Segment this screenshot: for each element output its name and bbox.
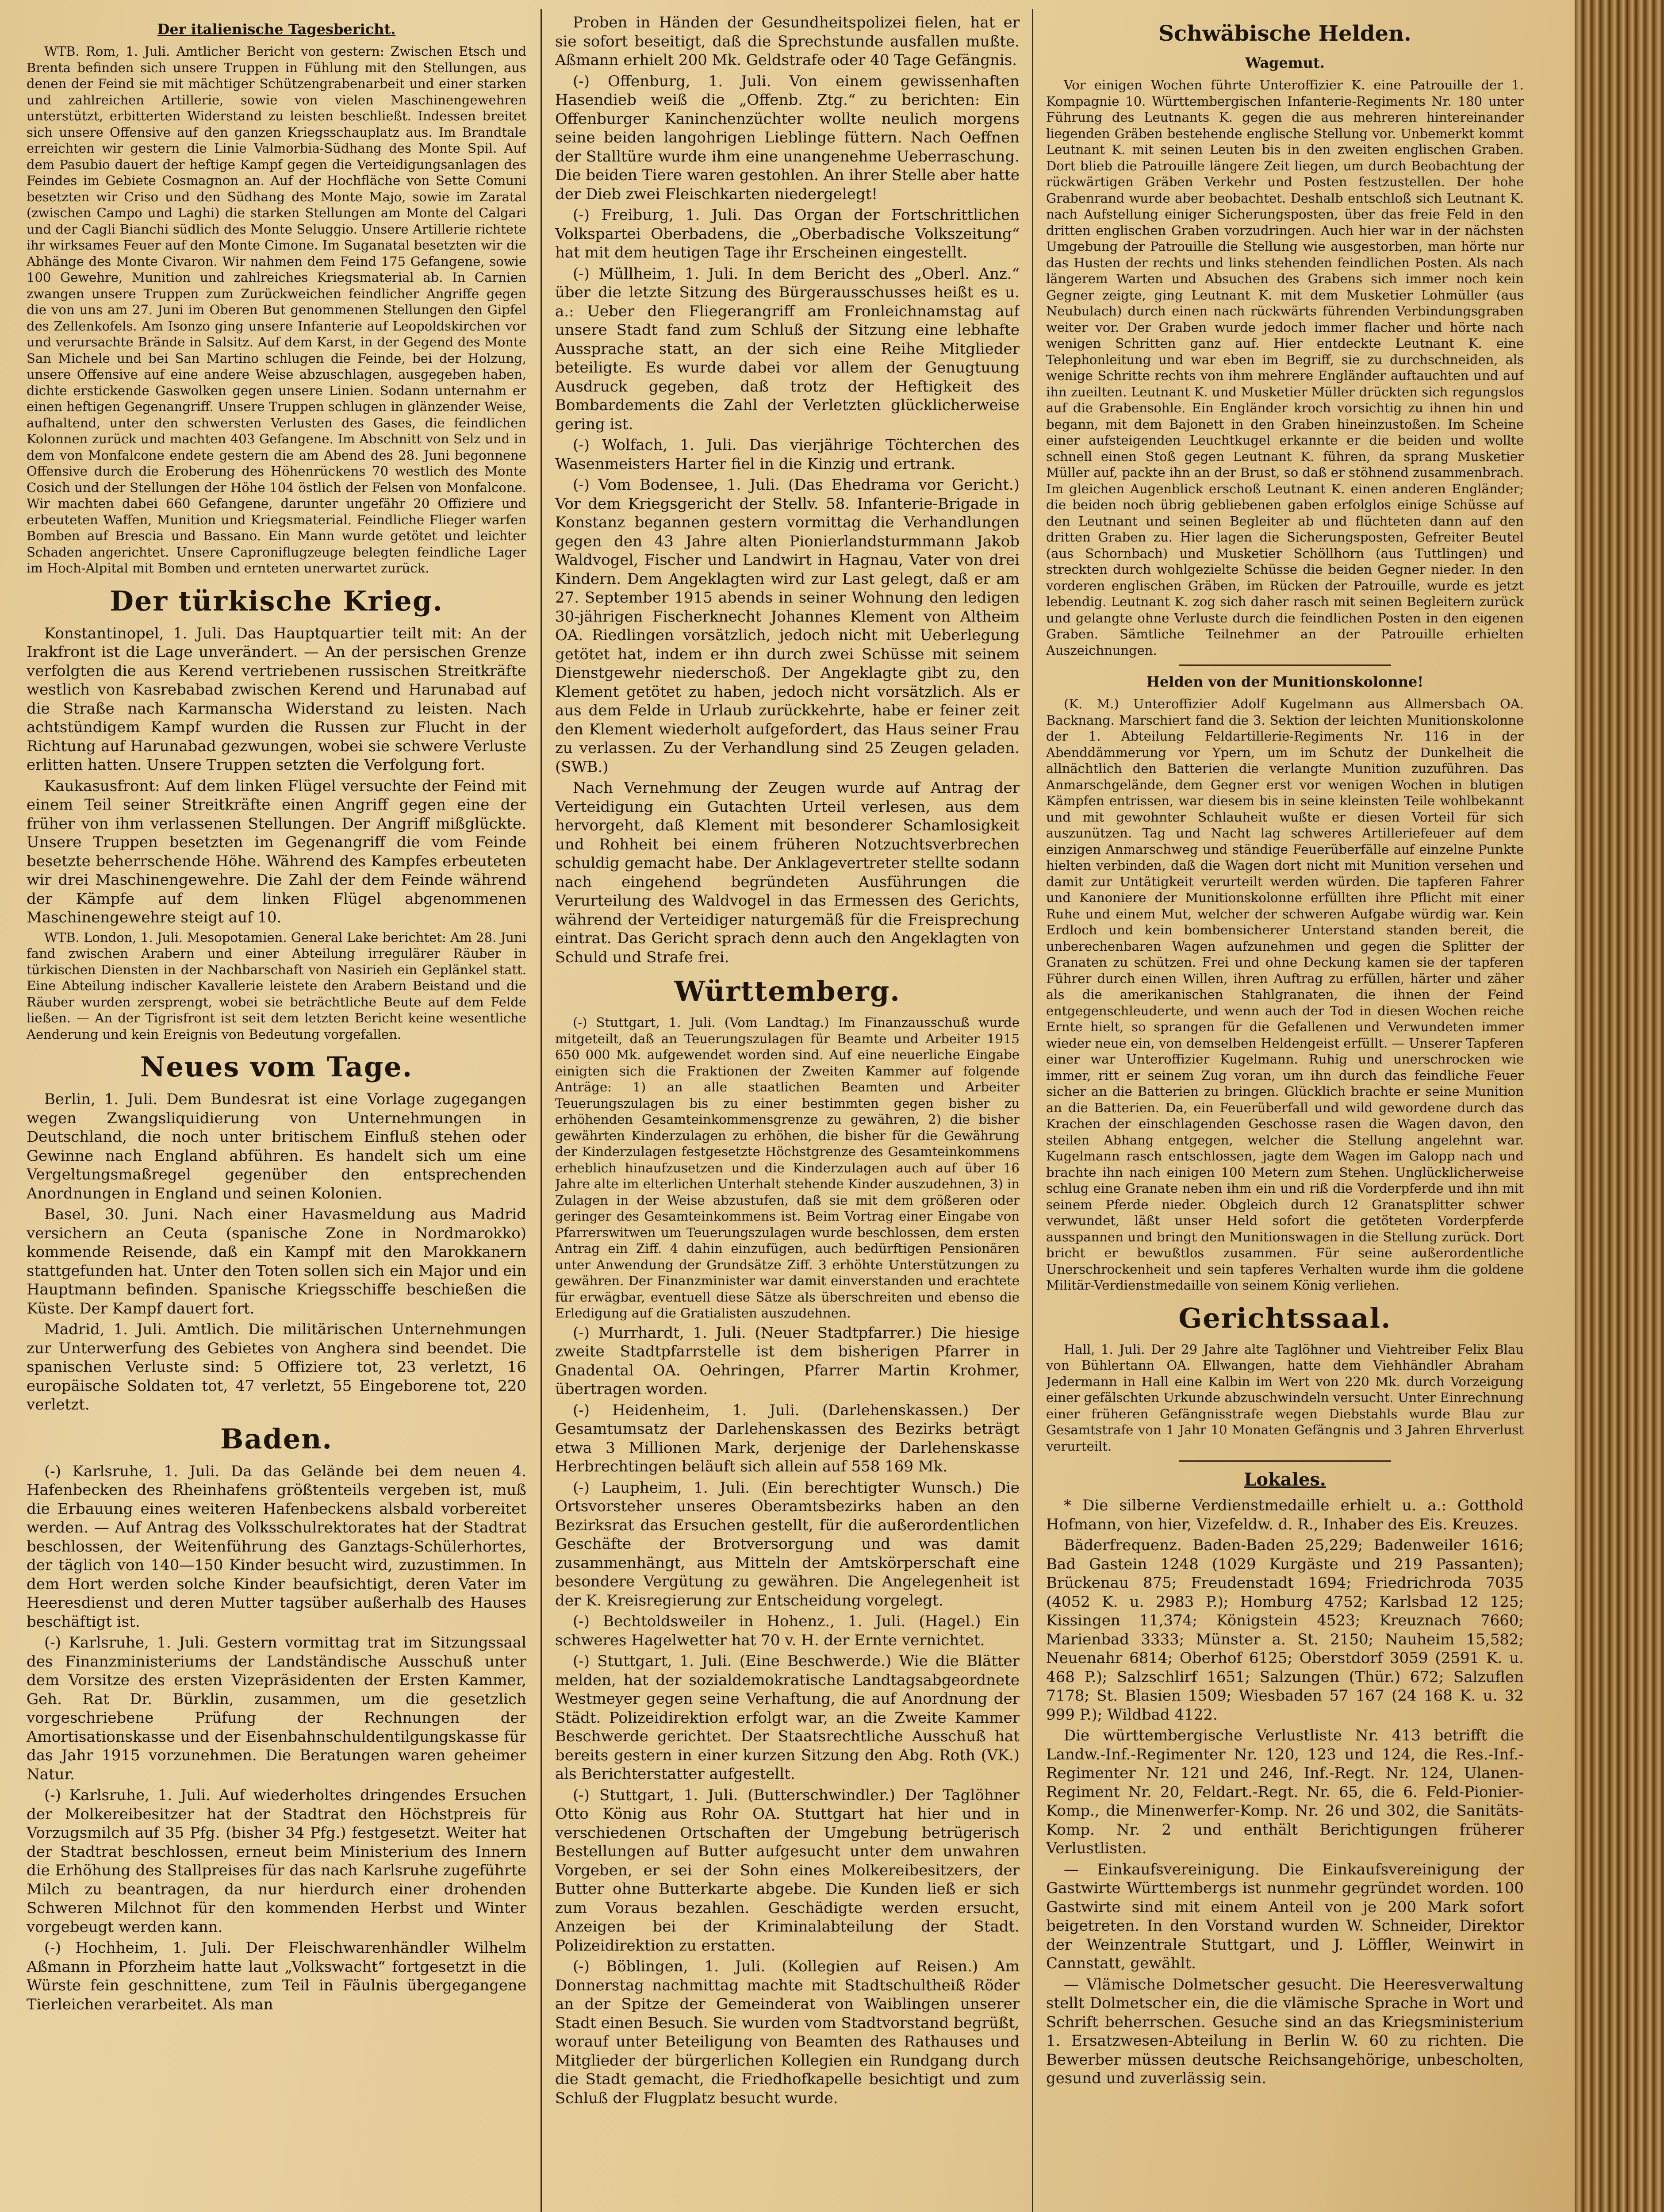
headline-baden: Baden. — [220, 1422, 333, 1455]
article-courtroom: Hall, 1. Juli. Der 29 Jahre alte Taglöhner und Viehtreiber Felix Blau von Bühlertann OA. Ellwangen, hatte dem Viehhändler Abraham Jedermann in Hall eine Kalbin im Wert von 220 Mk. durch Vorzeigung einer gefälschten Urkunde abzuschwindeln versucht. Unter Einrechnung einer früheren Gefängnisstrafe wegen Diebstahls wurde Blau zur Gesamtstrafe von 1 Jahr 10 Monaten Gefängnis und 3 Jahren Ehrverlust verurteilt. — [1046, 1341, 1524, 1454]
divider — [1179, 664, 1391, 666]
article-italian-report: WTB. Rom, 1. Juli. Amtlicher Bericht von gestern: Zwischen Etsch und Brenta befinden sich unsere Truppen in Fühlung mit den Stellungen, aus denen der Feind sie mit mächtiger Schützengrabenarbeit und einer starken und zahlreichen Artillerie, sowie von vielen Maschinengewehren unterstützt, erbitterten Widerstand zu leisten beschließt. Indessen breitet sich unsere Offensive auf den ganzen Kriegsschauplatz aus. Im Brandtale erreichten wir gestern die Linie Valmorbia-Südhang des Monte Spil. Auf dem Pasubio dauert der heftige Kampf gegen die Verteidigungsanlagen des Feindes im Gebiete Cosmagnon an. Auf der Hochfläche von Sette Comuni besetzten wir Criso und den Südhang des Monte Majo, sowie im Zaratal (zwischen Campo und Laghi) die starken Stellungen am Monte del Calgari und der Cagli Bianchi südlich des Monte Seluggio. Unsere Artillerie richtete ihr wirksames Feuer auf den Monte Cimone. Im Suganatal besetzten wir die Abhänge des Monte Civaron. Wir nahmen dem Feind 175 Gefangene, sowie 100 Gewehre, Munition und zahlreiches Kriegsmaterial ab. In Carnien zwangen unsere Truppen zum Zurückweichen feindlicher Angriffe gegen die von uns am 27. Juni im Oberen But genommenen Stellungen den Gipfel des Zellenkofels. Am Isonzo ging unsere Infanterie auf Leopoldskirchen vor und verursachte Brände in Salsitz. Auf dem Karst, in der Gegend des Monte San Michele und bei San Martino schlugen die Feinde, bei der Holzung, unsere Offensive auf eine andere Weise abzuschlagen, ausgegeben haben, dichte erstickende Gaswolken gegen unsere Linien. Sodann unternahm er einen heftigen Gegenangriff. Unsere Truppen schlugen in glänzender Weise, aufhaltend, unter den schwersten Verlusten des Gases, die feindlichen Kolonnen zurück und machten 403 Gefangene. Im Abschnitt von Selz und in dem von Monfalcone endete gestern die am Abend des 28. Juni begonnene Offensive durch die Eroberung des Höhenrückens 70 westlich des Monte Cosich und der Stellungen der Höhe 104 östlich der Felsen von Monfalcone. Wir machten dabei 660 Gefangene, darunter ungefähr 20 Offiziere und erbeuteten Waffen, Munition und Kriegsmaterial. Feindliche Flieger warfen Bomben auf Brescia und Bassano. Ein Mann wurde getötet und leichter Schaden angerichtet. Unsere Caproniflugzeuge belegten feindliche Lager im Hoch-Alpital mit Bomben und ernteten unerwartet zurück. — [27, 44, 526, 576]
divider — [1179, 1460, 1391, 1462]
article-bodensee-2: Nach Vernehmung der Zeugen wurde auf Antrag der Verteidigung ein Gutachten Urteil verlesen, aus dem hervorgeht, daß Klement mit besonderer Schamlosigkeit und Rohheit bei einem früheren Notzuchtsverbrechen schuldig gemacht habe. Der Anklagevertreter stellte sodann nach eingehend begründeten Ausführungen die Verurteilung des Waldvogel in das Ermessen des Gerichts, während der Verteidiger naturgemäß für die Freisprechung eintrat. Das Gericht sprach denn auch den Angeklagten von Schuld und Strafe frei. — [555, 779, 1020, 966]
article-news-3: Madrid, 1. Juli. Amtlich. Die militärischen Unternehmungen zur Unterwerfung des Gebietes von Anghera sind beendet. Die spanischen Verluste sind: 5 Offiziere tot, 23 verletzt, 16 europäische Soldaten tot, 47 verletzt, 55 Eingeborene tot, 220 verletzt. — [27, 1321, 526, 1413]
article-wolfach: (-) Wolfach, 1. Juli. Das vierjährige Töchterchen des Wasenmeisters Harter fiel in die Kinzig und ertrank. — [555, 436, 1020, 473]
book-page-edges — [1575, 0, 1664, 2212]
column-rule-1 — [541, 9, 542, 2212]
article-baden-3: (-) Karlsruhe, 1. Juli. Auf wiederholtes dringendes Ersuchen der Molkereibesitzer hat der Stadtrat den Höchstpreis für Vorzugsmilch auf 35 Pfg. (bisher 34 Pfg.) festgesetzt. Weiter hat der Stadtrat beschlossen, erneut beim Ministerium des Innern die Erhöhung des Stallpreises für das nach Karlsruhe zugeführte Milch zu beantragen, da nur hierdurch einer drohenden Schweren Milchnot für den kommenden Herbst und Winter vorgebeugt werden kann. — [27, 1786, 526, 1936]
article-turkish-1: Konstantinopel, 1. Juli. Das Hauptquartier teilt mit: An der Irakfront ist die Lage unverändert. — An der persischen Grenze verfolgten die aus Kerend vertriebenen russischen Streitkräfte westlich von Kasrebabad zwischen Kerend und Harunabad auf die Straße nach Karmanscha Widerstand zu leisten. Nach achtstündigem Kampf wurden die Russen zur Flucht in der Richtung auf Harunabad gezwungen, wobei sie schwere Verluste erlitten hatten. Unsere Truppen setzten die Verfolgung fort. — [27, 624, 526, 774]
headline-wuerttemberg: Württemberg. — [674, 975, 901, 1007]
headline-turkish-war: Der türkische Krieg. — [110, 584, 443, 617]
column-3 — [1046, 13, 1524, 2212]
article-stuttgart-landtag: (-) Stuttgart, 1. Juli. (Vom Landtag.) Im Finanzausschuß wurde mitgeteilt, daß an Teuerungszulagen für Beamte und Arbeiter 1915 650 000 Mk. aufgewendet worden sind. Auf eine neuerliche Eingabe einigten sich die Fraktionen der Zweiten Kammer auf folgende Anträge: 1) an alle staatlichen Beamten und Arbeiter Teuerungszulagen bis zu einer bestimmten gegen bisher zu erhöhenden Gesamteinkommensgrenze zu gewähren, 2) die bisher gewährten Kinderzulagen zu erhöhen, die bisher für die Gewährung der Kinderzulagen festgesetzte Höchstgrenze des Gesamteinkommens erheblich hinaufzusetzen und die Kinderzulagen auch auf über 16 Jahre alte im elterlichen Unterhalt stehende Kinder auszudehnen, 3) in Zulagen in der Weise abzustufen, daß sie mit dem größeren oder geringer des Gesamteinkommens ist. Beim Vortrag einer Eingabe von Pfarrerswitwen um Teuerungszulagen wurde beschlossen, dem ersten Antrag ein Ziff. 4 dahin einzufügen, auch bedürftigen Pensionären unter Anwendung der Grundsätze Ziff. 3 erhöhte Unterstützungen zu gewähren. Der Finanzminister war damit einverstanden und erachtete für erwägbar, eventuell diese Sätze als überschreiten und ebenso die Erledigung auf die Gratialisten auszudehnen. — [555, 1015, 1020, 1321]
article-offenburg: (-) Offenburg, 1. Juli. Von einem gewissenhaften Hasendieb weiß die „Offenb. Ztg.“ zu berichten: Ein Offenburger Kaninchenzüchter wollte neulich morgens seine beiden langohrigen Lieblinge füttern. Nach Oeffnen der Stalltüre wurde ihm eine unangenehme Ueberraschung. Die beiden Tiere waren gestohlen. An ihrer Stelle aber hatte der Dieb zwei Fleischkarten niedergelegt! — [555, 72, 1020, 203]
article-muellheim: (-) Müllheim, 1. Juli. In dem Bericht des „Oberl. Anz.“ über die letzte Sitzung des Bürgerausschusses heißt es u. a.: Ueber den Fliegerangriff am Fronleichnamstag auf unsere Stadt fand zum Schluß der Sitzung eine lebhafte Aussprache statt, an der sich eine Reihe Mitglieder beteiligte. Es wurde dabei vor allem der Genugtuung Ausdruck gegeben, daß trotz der Heftigkeit des Bombardements die Zahl der Verletzten glücklicherweise gering ist. — [555, 265, 1020, 433]
article-swabian-heroes-1: Vor einigen Wochen führte Unteroffizier K. eine Patrouille der 1. Kompagnie 10. Württembergischen Infanterie-Regiments Nr. 180 unter Führung des Leutnants K. gegen die aus mehreren hintereinander liegenden Gräben bestehende englische Stellung vor. Unbemerkt kommt Leutnant K. mit seinen Leuten bis in den zweiten englischen Graben. Dort blieb die Patrouille längere Zeit liegen, um durch Beobachtung der rückwärtigen Gräben Verkehr und Posten festzustellen. Der hohe Grabenrand wurde aber beobachtet. Deshalb entschloß sich Leutnant K. nach Aufstellung einiger Sicherungsposten, über das freie Feld in den dritten englischen Graben vorzudringen. Auch hier war in der nächsten Umgebung der Patrouille die Stellung wie ausgestorben, man hörte nur das Husten der rechts und links stehenden feindlichen Posten. Als nach längerem Warten und Absuchen des Grabens sich immer noch kein Gegner zeigte, ging Leutnant K. mit dem Musketier Lohmüller (aus Neubulach) durch einen nach rückwärts führenden Verbindungsgraben weiter vor. Der Graben wurde jedoch immer flacher und hörte nach wenigen Schritten ganz auf. Hier entdeckte Leutnant K. eine Telephonleitung und war eben im Begriff, sie zu durchschneiden, als wenige Schritte rechts von ihm mehrere Engländer auftauchten und auf ihn zueilten. Leutnant K. und Musketier Müller drückten sich regungslos auf die Grabensohle. Ein Engländer kroch vorsichtig zu ihnen hin und begann, mit dem Bajonett in den Graben hineinzustoßen. Im Scheine einer aufsteigenden Leuchtkugel erkannte er die beiden und wollte schnell einen Stoß gegen Leutnant K. führen, da sprang Musketier Müller auf, packte ihn an der Brust, so daß er stöhnend zusammenbrach. Im gleichen Augenblick erschoß Leutnant K. einen anderen Engländer; die beiden noch übrig gebliebenen gaben erfolglos einige Schüsse auf den Leutnant und seinen Begleiter ab und flüchteten dann auf den dritten Graben zu. Hier lagen die Sicherungsposten, Gefreiter Beutel (aus Schornbach) und Musketier Schöllhorn (aus Tuttlingen) und streckten durch wohlgezielte Schüsse die beiden Gegner nieder. In den vorderen englischen Gräben, im Rücken der Patrouille, wurde es jetzt lebendig. Leutnant K. zog sich daher rasch mit seinen Begleitern zurück und gelangte ohne Verluste durch die feindlichen Posten in den eigenen Graben. Sämtliche Teilnehmer an der Patrouille erhielten Auszeichnungen. — [1046, 77, 1524, 658]
column-2 — [555, 13, 1020, 2212]
article-laupheim: (-) Laupheim, 1. Juli. (Ein berechtigter Wunsch.) Die Ortsvorsteher unseres Oberamtsbezirks haben an den Bezirksrat das Ersuchen gestellt, für die außerordentlichen Geschäfte der Brotversorgung und was damit zusammenhängt, aus Mitteln der Amtskörperschaft eine besondere Vergütung zu gewähren. Die Angelegenheit ist der K. Kreisregierung zur Entscheidung vorgelegt. — [555, 1479, 1020, 1609]
article-turkish-3: WTB. London, 1. Juli. Mesopotamien. General Lake berichtet: Am 28. Juni fand zwischen Arabern und einer Abteilung irregulärer Räuber in türkischen Diensten in der Nachbarschaft von Nasirieh ein Geplänkel statt. Eine Abteilung indischer Kavallerie leistete den Arabern Beistand und die Räuber wurden zersprengt, wobei sie beträchtliche Beute auf dem Felde ließen. — An der Tigrisfront ist seit dem letzten Bericht keine wesentliche Aenderung und kein Ereignis von Bedeutung vorgefallen. — [27, 929, 526, 1042]
article-continuation: Proben in Händen der Gesundheitspolizei fielen, hat er sie sofort beseitigt, daß die Sprechstunde ausfallen mußte. Aßmann erhielt 200 Mk. Geldstrafe oder 40 Tage Gefängnis. — [555, 14, 1020, 69]
article-heidenheim: (-) Heidenheim, 1. Juli. (Darlehenskassen.) Der Gesamtumsatz der Darlehenskassen des Bezirks beträgt etwa 3 Millionen Mark, derjenige der Darlehenskasse Herbrechtingen beläuft sich allein auf 558 169 Mk. — [555, 1401, 1020, 1475]
article-murrhardt: (-) Murrhardt, 1. Juli. (Neuer Stadtpfarrer.) Die hiesige zweite Stadtpfarrstelle ist dem bisherigen Pfarrer in Gnadental OA. Oehringen, Pfarrer Martin Krohmer, übertragen worden. — [555, 1324, 1020, 1398]
article-swabian-heroes-2: (K. M.) Unteroffizier Adolf Kugelmann aus Allmersbach OA. Backnang. Marschiert fand die 3. Sektion der leichten Munitionskolonne der 1. Abteilung Feldartillerie-Regiments Nr. 116 in der Abenddämmerung vor Ypern, um im Schutz der Dunkelheit die allnächtlich den Batterien die verlangte Munition zuzuführen. Das Anmarschgelände, dem Gegner erst vor wenigen Wochen in blutigen Kämpfen entrissen, war diesem bis in seine kleinsten Teile wohlbekannt und mit gewohnter Schlauheit wußte er diesen Vorteil für sich auszunützen. Tag und Nacht lag schweres Artilleriefeuer auf dem einzigen Anmarschweg und ständige Feuerüberfälle auf einzelne Punkte hielten verbinden, daß die Wagen dort nicht mit Munition versehen und damit zur Untätigkeit verurteilt werden würden. Die tapferen Fahrer und Kanoniere der Munitionskolonne erfüllten ihre Pflicht mit einer Ruhe und einem Mut, welcher der schweren Aufgabe würdig war. Kein Erdloch und kein bombensicherer Unterstand standen bereit, die unberechenbaren Wagen aufzunehmen und gegen die Splitter der Granaten zu schützen. Frei und ohne Deckung kamen sie der tapferen Führer durch einen Willen, ihren Auftrag zu erfüllen, härter und zäher als die amerikanischen Stahlgranaten, die ihnen der Feind entgegenschleuderte, und wenn auch der Tod in diesen Wochen reiche Ernte hielt, so sprangen für die Gefallenen und Verwundeten immer wieder neue ein, von demselben Heldengeist erfüllt. — Unserer Tapferen einer war Unteroffizier Kugelmann. Ruhig und unerschrocken wie immer, ritt er seinem Zug voran, um ihn durch das feindliche Feuer sicher an die Batterien zu bringen. Glücklich brachte er seine Munition an die Batterien. Da, ein Feuerüberfall und wild gewordene durch das Krachen der einschlagenden Geschosse rasen die Wagen davon, den steilen Abhang entgegen, welcher die Stellung angelehnt war. Kugelmann rasch entschlossen, jagte dem Wagen im Galopp nach und brachte ihn nach einigen 100 Metern zum Stehen. Unglücklicherweise schlug eine Granate neben ihm ein und riß die Vorderpferde und ihn mit seinem Pferde nieder. Obgleich durch 12 Granatsplitter schwer verwundet, läßt unser Held sofort die getöteten Vorderpferde ausspannen und bringt den Munitionswagen in die Stellung zurück. Dort bricht er bewußtlos zusammen. Für seine außerordentliche Unerschrockenheit und sein tapferes Verhalten wurde ihm die goldene Militär-Verdienstmedaille von seinem König verliehen. — [1046, 696, 1524, 1293]
article-boeblingen: (-) Böblingen, 1. Juli. (Kollegien auf Reisen.) Am Donnerstag nachmittag machte mit Stadtschultheiß Röder an der Spitze der Gemeinderat von Waiblingen unserer Stadt einen Besuch. Sie wurden vom Stadtvorstand begrüßt, worauf unter Beteiligung von Beamten des Rathauses und Mitglieder der bürgerlichen Kollegien ein Rundgang durch die Stadt gemacht, die Friedhofkapelle besichtigt und zum Schluß der Flugplatz besucht wurde. — [555, 1958, 1020, 2107]
headline-swabian-heroes: Schwäbische Helden. — [1158, 21, 1411, 46]
article-stuttgart-butter: (-) Stuttgart, 1. Juli. (Butterschwindler.) Der Taglöhner Otto König aus Rohr OA. Stuttgart hat hier und in verschiedenen Ortschaften der Umgebung betrügerisch Bestellungen auf Butter aufgesucht unter dem unwahren Vorgeben, er sei der Sohn eines Molkereibesitzers, der Butter ohne Butterkarte abgebe. Die Kunden ließ er sich zum Voraus bezahlen. Geschädigte werden ersucht, Anzeigen bei der Kriminalabteilung der Stadt. Polizeidirektion zu erstatten. — [555, 1786, 1020, 1955]
article-local-interpreters: — Vlämische Dolmetscher gesucht. Die Heeresverwaltung stellt Dolmetscher ein, die die vlämische Sprache in Wort und Schrift beherrschen. Gesuche sind an das Kriegsministerium 1. Ersatzwesen-Abteilung in Berlin W. 60 zu richten. Die Bewerber müssen deutsche Reichsangehörige, unbescholten, gesund und zuverlässig sein. — [1046, 1975, 1524, 2087]
headline-local: Lokales. — [1244, 1469, 1326, 1490]
article-bechtoldsweiler: (-) Bechtoldsweiler in Hohenz., 1. Juli. (Hagel.) Ein schweres Hagelwetter hat 70 v. H. der Ernte vernichtet. — [555, 1613, 1020, 1649]
article-news-2: Basel, 30. Juni. Nach einer Havasmeldung aus Madrid versichern an Ceuta (spanische Zone in Nordmarokko) kommende Reisende, daß ein Kampf mit den Marokkanern stattgefunden hat. Unter den Toten sollen sich ein Major und ein Hauptmann befinden. Spanische Kriegsschiffe beschießen die Küste. Der Kampf dauert fort. — [27, 1206, 526, 1317]
headline-italian-report: Der italienische Tagesbericht. — [157, 21, 396, 38]
article-local-purchasing: — Einkaufsvereinigung. Die Einkaufsvereinigung der Gastwirte Württembergs ist nunmehr gegründet worden. 100 Gastwirte sind mit einem Anteil von je 200 Mark sofort beigetreten. In den Vorstand wurden W. Schneider, Direktor der Weinzentrale Stuttgart, und J. Löffler, Weinwirt in Cannstatt, gewählt. — [1046, 1860, 1524, 1972]
article-stuttgart-beschwerde: (-) Stuttgart, 1. Juli. (Eine Beschwerde.) Wie die Blätter melden, hat der sozialdemokratische Landtagsabgeordnete Westmeyer gegen seine Verhaftung, die auf Anordnung der Städt. Polizeidirektion erfolgt war, an die Zweite Kammer Beschwerde gerichtet. Der Staatsrechtliche Ausschuß hat bereits gestern in einer kurzen Sitzung den Abg. Roth (VK.) als Berichterstatter aufgestellt. — [555, 1652, 1020, 1783]
article-news-1: Berlin, 1. Juli. Dem Bundesrat ist eine Vorlage zugegangen wegen Zwangsliquidierung von Unternehmungen in Deutschland, die noch unter britischem Einfluß stehen oder Gewinne nach England abführen. Es handelt sich um eine Vergeltungsmaßregel gegenüber den entsprechenden Anordnungen in England und seinen Kolonien. — [27, 1091, 526, 1202]
article-local-spa: Bäderfrequenz. Baden-Baden 25,229; Badenweiler 1616; Bad Gastein 1248 (1029 Kurgäste und 219 Passanten); Brückenau 875; Freudenstadt 1694; Friedrichroda 7035 (4052 K. u. 2983 P.); Homburg 4752; Karlsbad 12 125; Kissingen 11,374; Königstein 4523; Kreuznach 7660; Marienbad 3333; Münster a. St. 2150; Nauheim 15,582; Neuenahr 6814; Oberhof 6125; Oberstdorf 3059 (2591 K. u. 468 P.); Salzschlirf 1651; Salzungen (Thür.) 672; Salzuflen 7178; St. Blasien 1509; Wiesbaden 57 167 (24 168 K. u. 32 999 P.); Wildbad 4122. — [1046, 1536, 1524, 1724]
article-baden-1: (-) Karlsruhe, 1. Juli. Da das Gelände bei dem neuen 4. Hafenbecken des Rheinhafens größtenteils vergeben ist, muß die Erbauung eines weiteren Hafenbeckens alsbald vorbereitet werden. — Auf Antrag des Volksschulrektorates hat der Stadtrat beschlossen, der Weitenführung des Ganztags-Schülerhortes, der täglich von 140—150 Kinder besucht wird, zuzustimmen. In dem Hort werden solche Kinder beaufsichtigt, deren Vater im Heeresdienst und deren Mutter tagsüber außerhalb des Hauses beschäftigt ist. — [27, 1462, 526, 1631]
article-baden-4: (-) Hochheim, 1. Juli. Der Fleischwarenhändler Wilhelm Aßmann in Pforzheim hatte laut „Volkswacht“ fortgesetzt in die Würste fein geschnittene, zum Teil in Fäulnis übergegangene Tierleichen verarbeitet. Als man — [27, 1939, 526, 2013]
article-turkish-2: Kaukasusfront: Auf dem linken Flügel versuchte der Feind mit einem Teil seiner Streitkräfte einen Angriff gegen eine der früher von ihm verlassenen Stellungen. Der Angriff mißglückte. Unsere Truppen besetzten im Gegenangriff die vom Feinde besetzte beherrschende Höhe. Während des Kampfes erbeuteten wir drei Maschinengewehre. Die Zahl der dem Feinde während der Kämpfe auf dem linken Flügel abgenommenen Maschinengewehre steigt auf 10. — [27, 777, 526, 926]
headline-courtroom: Gerichtssaal. — [1178, 1302, 1392, 1334]
article-bodensee-1: (-) Vom Bodensee, 1. Juli. (Das Ehedrama vor Gericht.) Vor dem Kriegsgericht der Stellv. 58. Infanterie-Brigade in Konstanz begannen gestern vormittag die Verhandlungen gegen den 43 Jahre alten Pionierlandsturmmann Jakob Waldvogel, Fischer und Landwirt in Hagnau, Vater von drei Kindern. Dem Angeklagten wird zur Last gelegt, daß er am 27. September 1915 abends in seiner Wohnung den ledigen 30-jährigen Fischerknecht Johannes Klement von Altheim OA. Riedlingen vorsätzlich, jedoch nicht mit Ueberlegung getötet hat, indem er ihn durch zwei Schüsse mit seinem Dienstgewehr niederschoß. Der Angeklagte gibt zu, den Klement getötet zu haben, jedoch nicht vorsätzlich. Als er aus dem Felde in Urlaub zurückkehrte, habe er feiner zeit den Klement wiederholt aufgefordert, das Haus seiner Frau zu verlassen. Zu der Verhandlung sind 25 Zeugen geladen. (SWB.) — [555, 476, 1020, 776]
headline-news-of-day: Neues vom Tage. — [140, 1051, 413, 1083]
article-local-loss-list: Die württembergische Verlustliste Nr. 413 betrifft die Landw.-Inf.-Regimenter Nr. 120, 123 und 124, die Res.-Inf.-Regimenter Nr. 121 und 246, Inf.-Regt. Nr. 124, Ulanen-Regiment Nr. 20, Feldart.-Regt. Nr. 65, die 6. Feld-Pionier-Komp., die Minenwerfer-Komp. Nr. 26 und 302, die Sanitäts-Komp. Nr. 2 und enthält Berichtigungen früherer Verlustlisten. — [1046, 1727, 1524, 1857]
article-baden-2: (-) Karlsruhe, 1. Juli. Gestern vormittag trat im Sitzungssaal des Finanzministeriums der Landständische Ausschuß unter dem Vorsitze des ersten Vizepräsidenten der Ersten Kammer, Geh. Rat Dr. Bürklin, zusammen, um die gesetzlich vorgeschriebene Prüfung der Rechnungen der Amortisationskasse und der Eisenbahnschuldentilgungskasse für das Jahr 1915 vorzunehmen. Die Beratungen waren geheimer Natur. — [27, 1634, 526, 1783]
subheadline-wagemut: Wagemut. — [1245, 54, 1325, 71]
subheadline-munition-column: Helden von der Munitionskolonne! — [1146, 673, 1424, 690]
article-local-medal: * Die silberne Verdienstmedaille erhielt u. a.: Gotthold Hofmann, von hier, Vizefeldw. d. R., Inhaber des Eis. Kreuzes. — [1046, 1497, 1524, 1533]
column-rule-2 — [1032, 9, 1033, 2212]
column-1 — [27, 13, 526, 2212]
article-freiburg: (-) Freiburg, 1. Juli. Das Organ der Fortschrittlichen Volkspartei Oberbadens, die „Oberbadische Volkszeitung“ hat mit dem heutigen Tage ihr Erscheinen eingestellt. — [555, 206, 1020, 261]
